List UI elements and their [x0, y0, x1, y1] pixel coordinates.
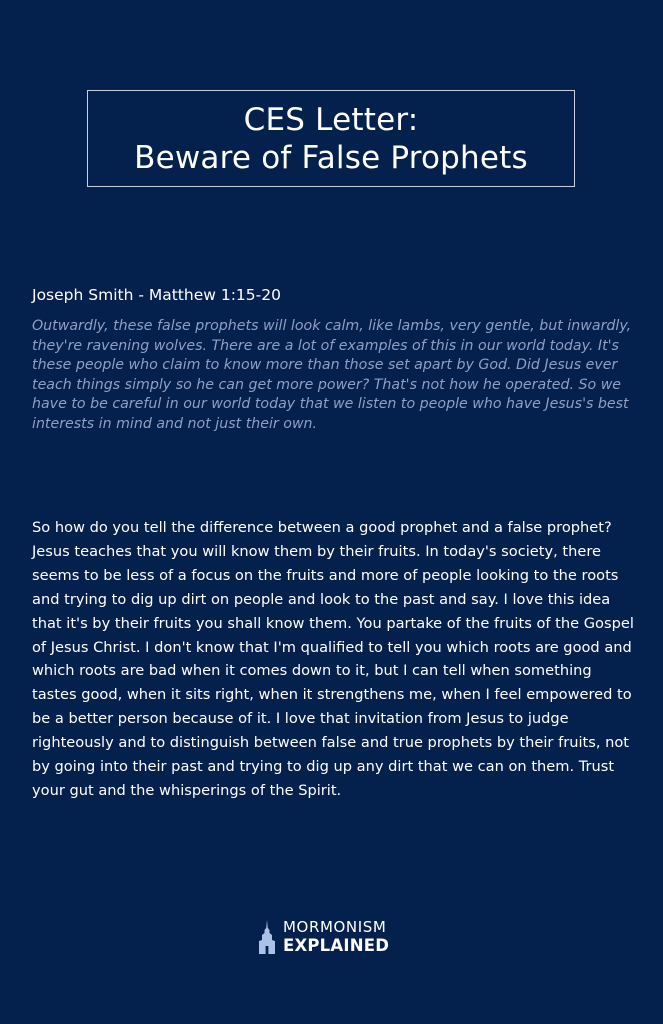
quote-text: Outwardly, these false prophets will look calm, like lambs, very gentle, but inwardly, they're ravening wolves. There are a lot of examples of this in our world today. It's these people who claim to know more than those set apart by God. Did Jesus ever teach things simply so he can get more power? That's not how he operated. So we have to be careful in our world today that we listen to people who have Jesus's best interests in mind and not just their own.: [32, 318, 632, 432]
temple-icon: [256, 919, 278, 955]
title-line-2: Beware of False Prophets: [134, 139, 528, 176]
title-box: [87, 90, 575, 187]
logo-line-1: MORMONISM: [283, 918, 387, 936]
body-text: So how do you tell the difference between a good prophet and a false prophet? Jesus teaches that you will know them by their fruits. In today's society, there seems to be less of a focus on the fruits and more of people looking to the roots and trying to dig up dirt on people and look to the past and say. I love this idea that it's by their fruits you shall know them. You partake of the fruits of the Gospel of Jesus Christ. I don't know that I'm qualified to tell you which roots are good and which roots are bad when it comes down to it, but I can tell when something tastes good, when it sits right, when it strengthens me, when I feel empowered to be a better person because of it. I love that invitation from Jesus to judge righteously and to distinguish between false and true prophets by their fruits, not by going into their past and trying to dig up any dirt that we can on them. Trust your gut and the whisperings of the Spirit.: [32, 519, 634, 799]
logo-line-2: EXPLAINED: [283, 936, 390, 955]
logo-text: [283, 919, 389, 955]
title-line-1: CES Letter:: [243, 101, 419, 138]
logo: [256, 917, 389, 957]
scripture-reference: Joseph Smith - Matthew 1:15-20: [32, 286, 281, 304]
